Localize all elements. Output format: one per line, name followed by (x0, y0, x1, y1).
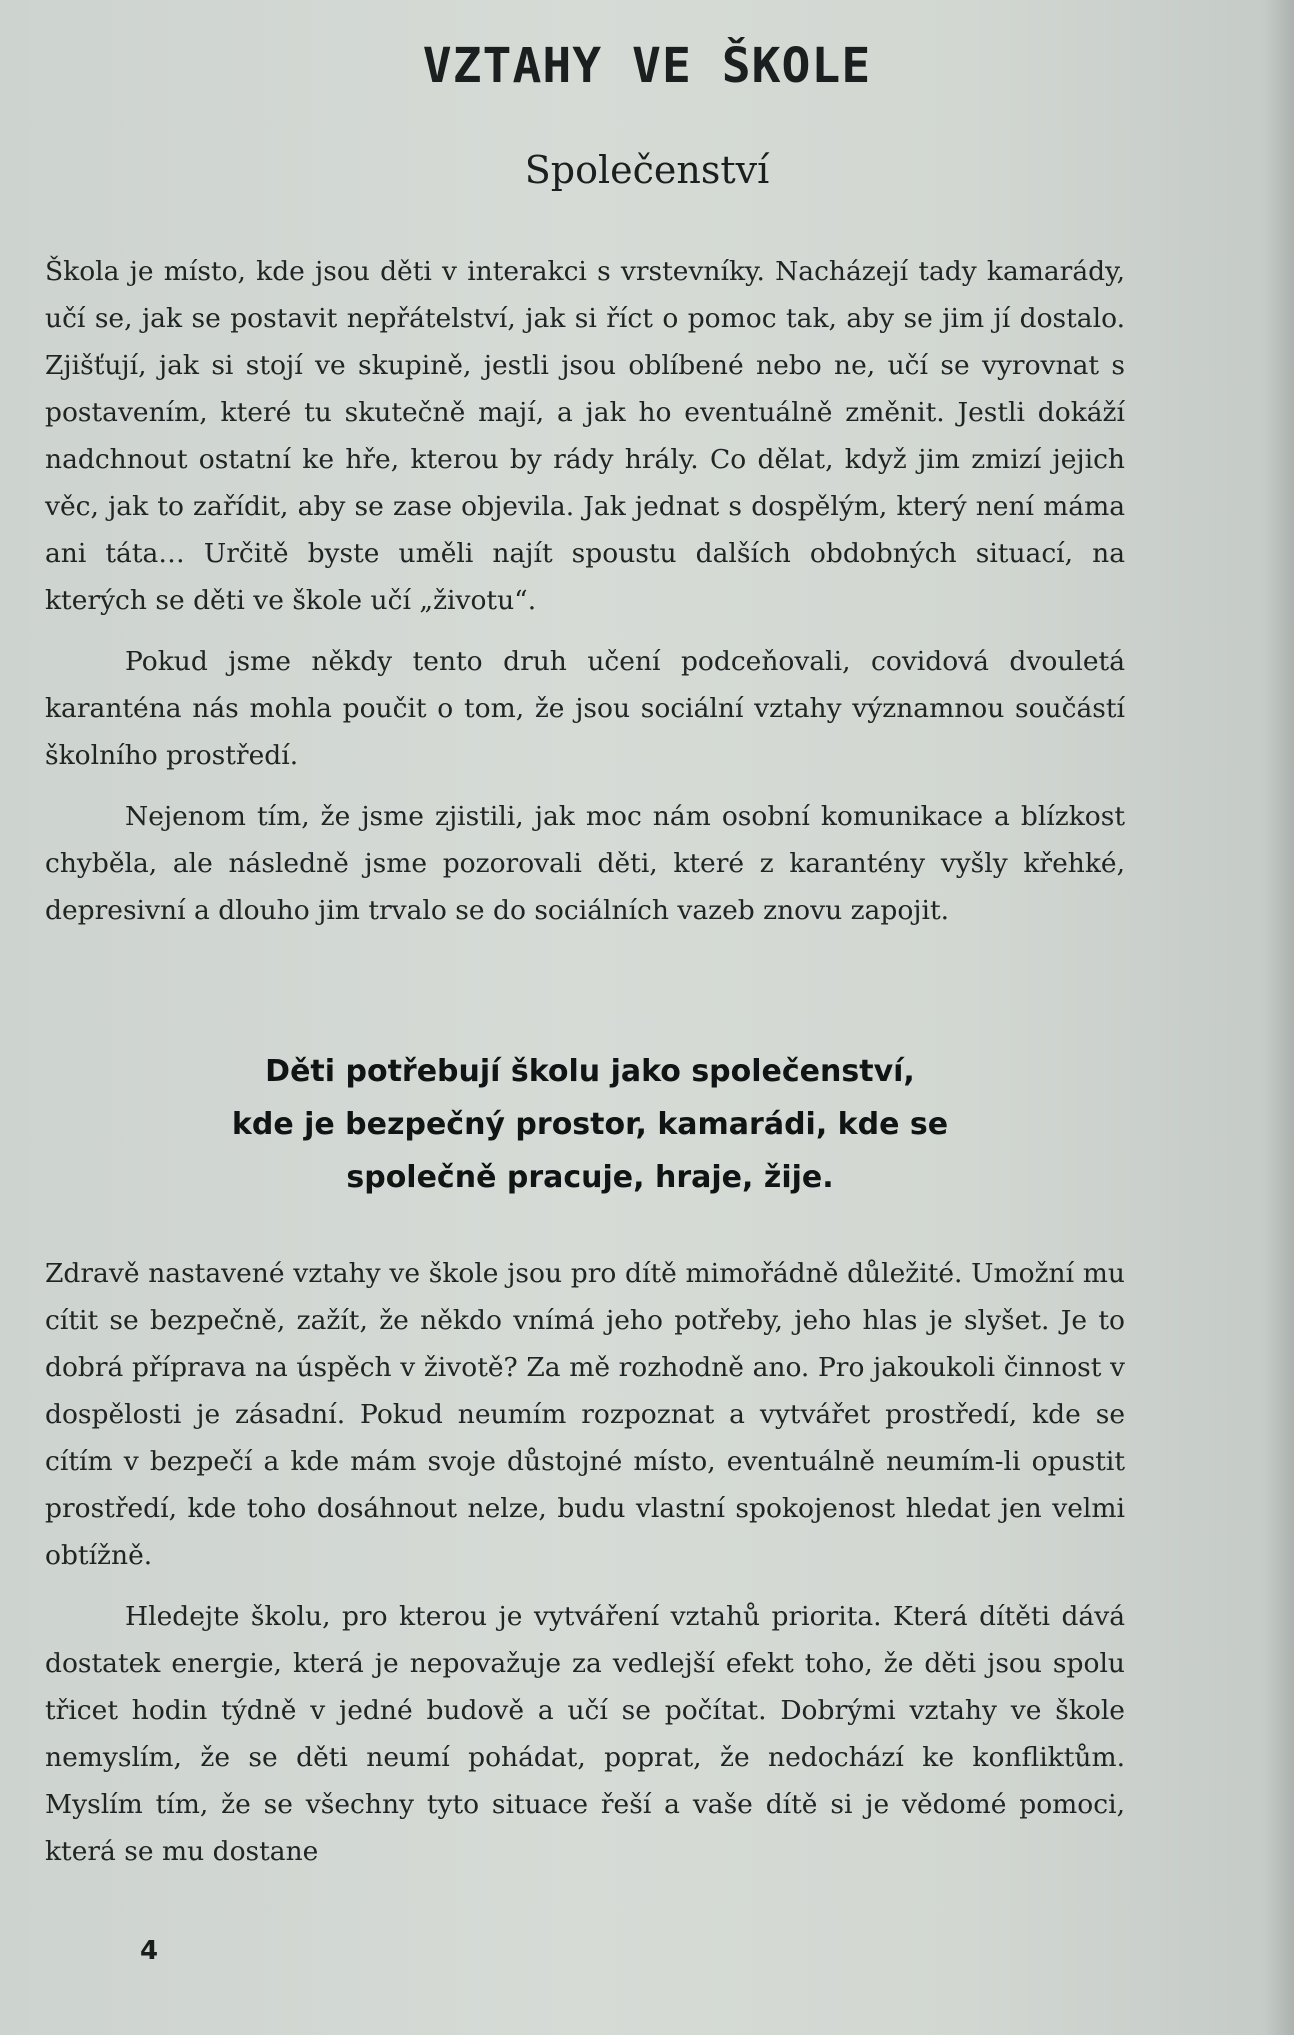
body-text-top (45, 248, 1125, 934)
paragraph: Nejenom tím, že jsme zjistili, jak moc nám osobní komunikace a blízkost chyběla, ale následně jsme pozorovali děti, které z karantény vyšly křehké, depresivní a dlouho jim trvalo se do sociálních vazeb znovu zapojit. (45, 801, 1125, 926)
pull-quote (140, 1045, 1040, 1204)
running-head: VZTAHY VE ŠKOLE (422, 38, 872, 94)
pull-quote-line: kde je bezpečný prostor, kamarádi, kde se (231, 1107, 949, 1142)
body-text-bottom (45, 1250, 1125, 1875)
pull-quote-line: společně pracuje, hraje, žije. (346, 1160, 834, 1195)
paragraph: Škola je místo, kde jsou děti v interakci s vrstevníky. Nacházejí tady kamarády, učí se, jak se postavit nepřátelství, jak si říct o pomoc tak, aby se jim jí dostalo. Zjišťují, jak si stojí ve skupině, jestli jsou oblíbené nebo ne, učí se vyrovnat s postavením, které tu skutečně mají, a jak ho eventuálně změnit. Jestli dokáží nadchnout ostatní ke hře, kterou by rády hrály. Co dělat, když jim zmizí jejich věc, jak to zařídit, aby se zase objevila. Jak jednat s dospělým, který není máma ani táta… Určitě byste uměli najít spoustu dalších obdobných situací, na kterých se děti ve škole učí „životu“. (45, 256, 1125, 616)
paragraph: Pokud jsme někdy tento druh učení podceňovali, covidová dvouletá karanténa nás mohla poučit o tom, že jsou sociální vztahy významnou součástí školního prostředí. (45, 646, 1125, 771)
paragraph: Zdravě nastavené vztahy ve škole jsou pro dítě mimořádně důležité. Umožní mu cítit se bezpečně, zažít, že někdo vnímá jeho potřeby, jeho hlas je slyšet. Je to dobrá příprava na úspěch v životě? Za mě rozhodně ano. Pro jakoukoli činnost v dospělosti je zásadní. Pokud neumím rozpoznat a vytvářet prostředí, kde se cítím v bezpečí a kde mám svoje důstojné místo, eventuálně neumím-li opustit prostředí, kde toho dosáhnout nelze, budu vlastní spokojenost hledat jen velmi obtížně. (45, 1258, 1125, 1571)
pull-quote-line: Děti potřebují školu jako společenství, (265, 1054, 915, 1089)
page-number: 4 (140, 1936, 159, 1966)
section-title: Společenství (524, 148, 770, 192)
paragraph: Hledejte školu, pro kterou je vytváření vztahů priorita. Která dítěti dává dostatek energie, která je nepovažuje za vedlejší efekt toho, že děti jsou spolu třicet hodin týdně v jedné budově a učí se počítat. Dobrými vztahy ve škole nemyslím, že se děti neumí pohádat, poprat, že nedochází ke konfliktům. Myslím tím, že se všechny tyto situace řeší a vaše dítě si je vědomé pomoci, která se mu dostane (45, 1601, 1125, 1867)
